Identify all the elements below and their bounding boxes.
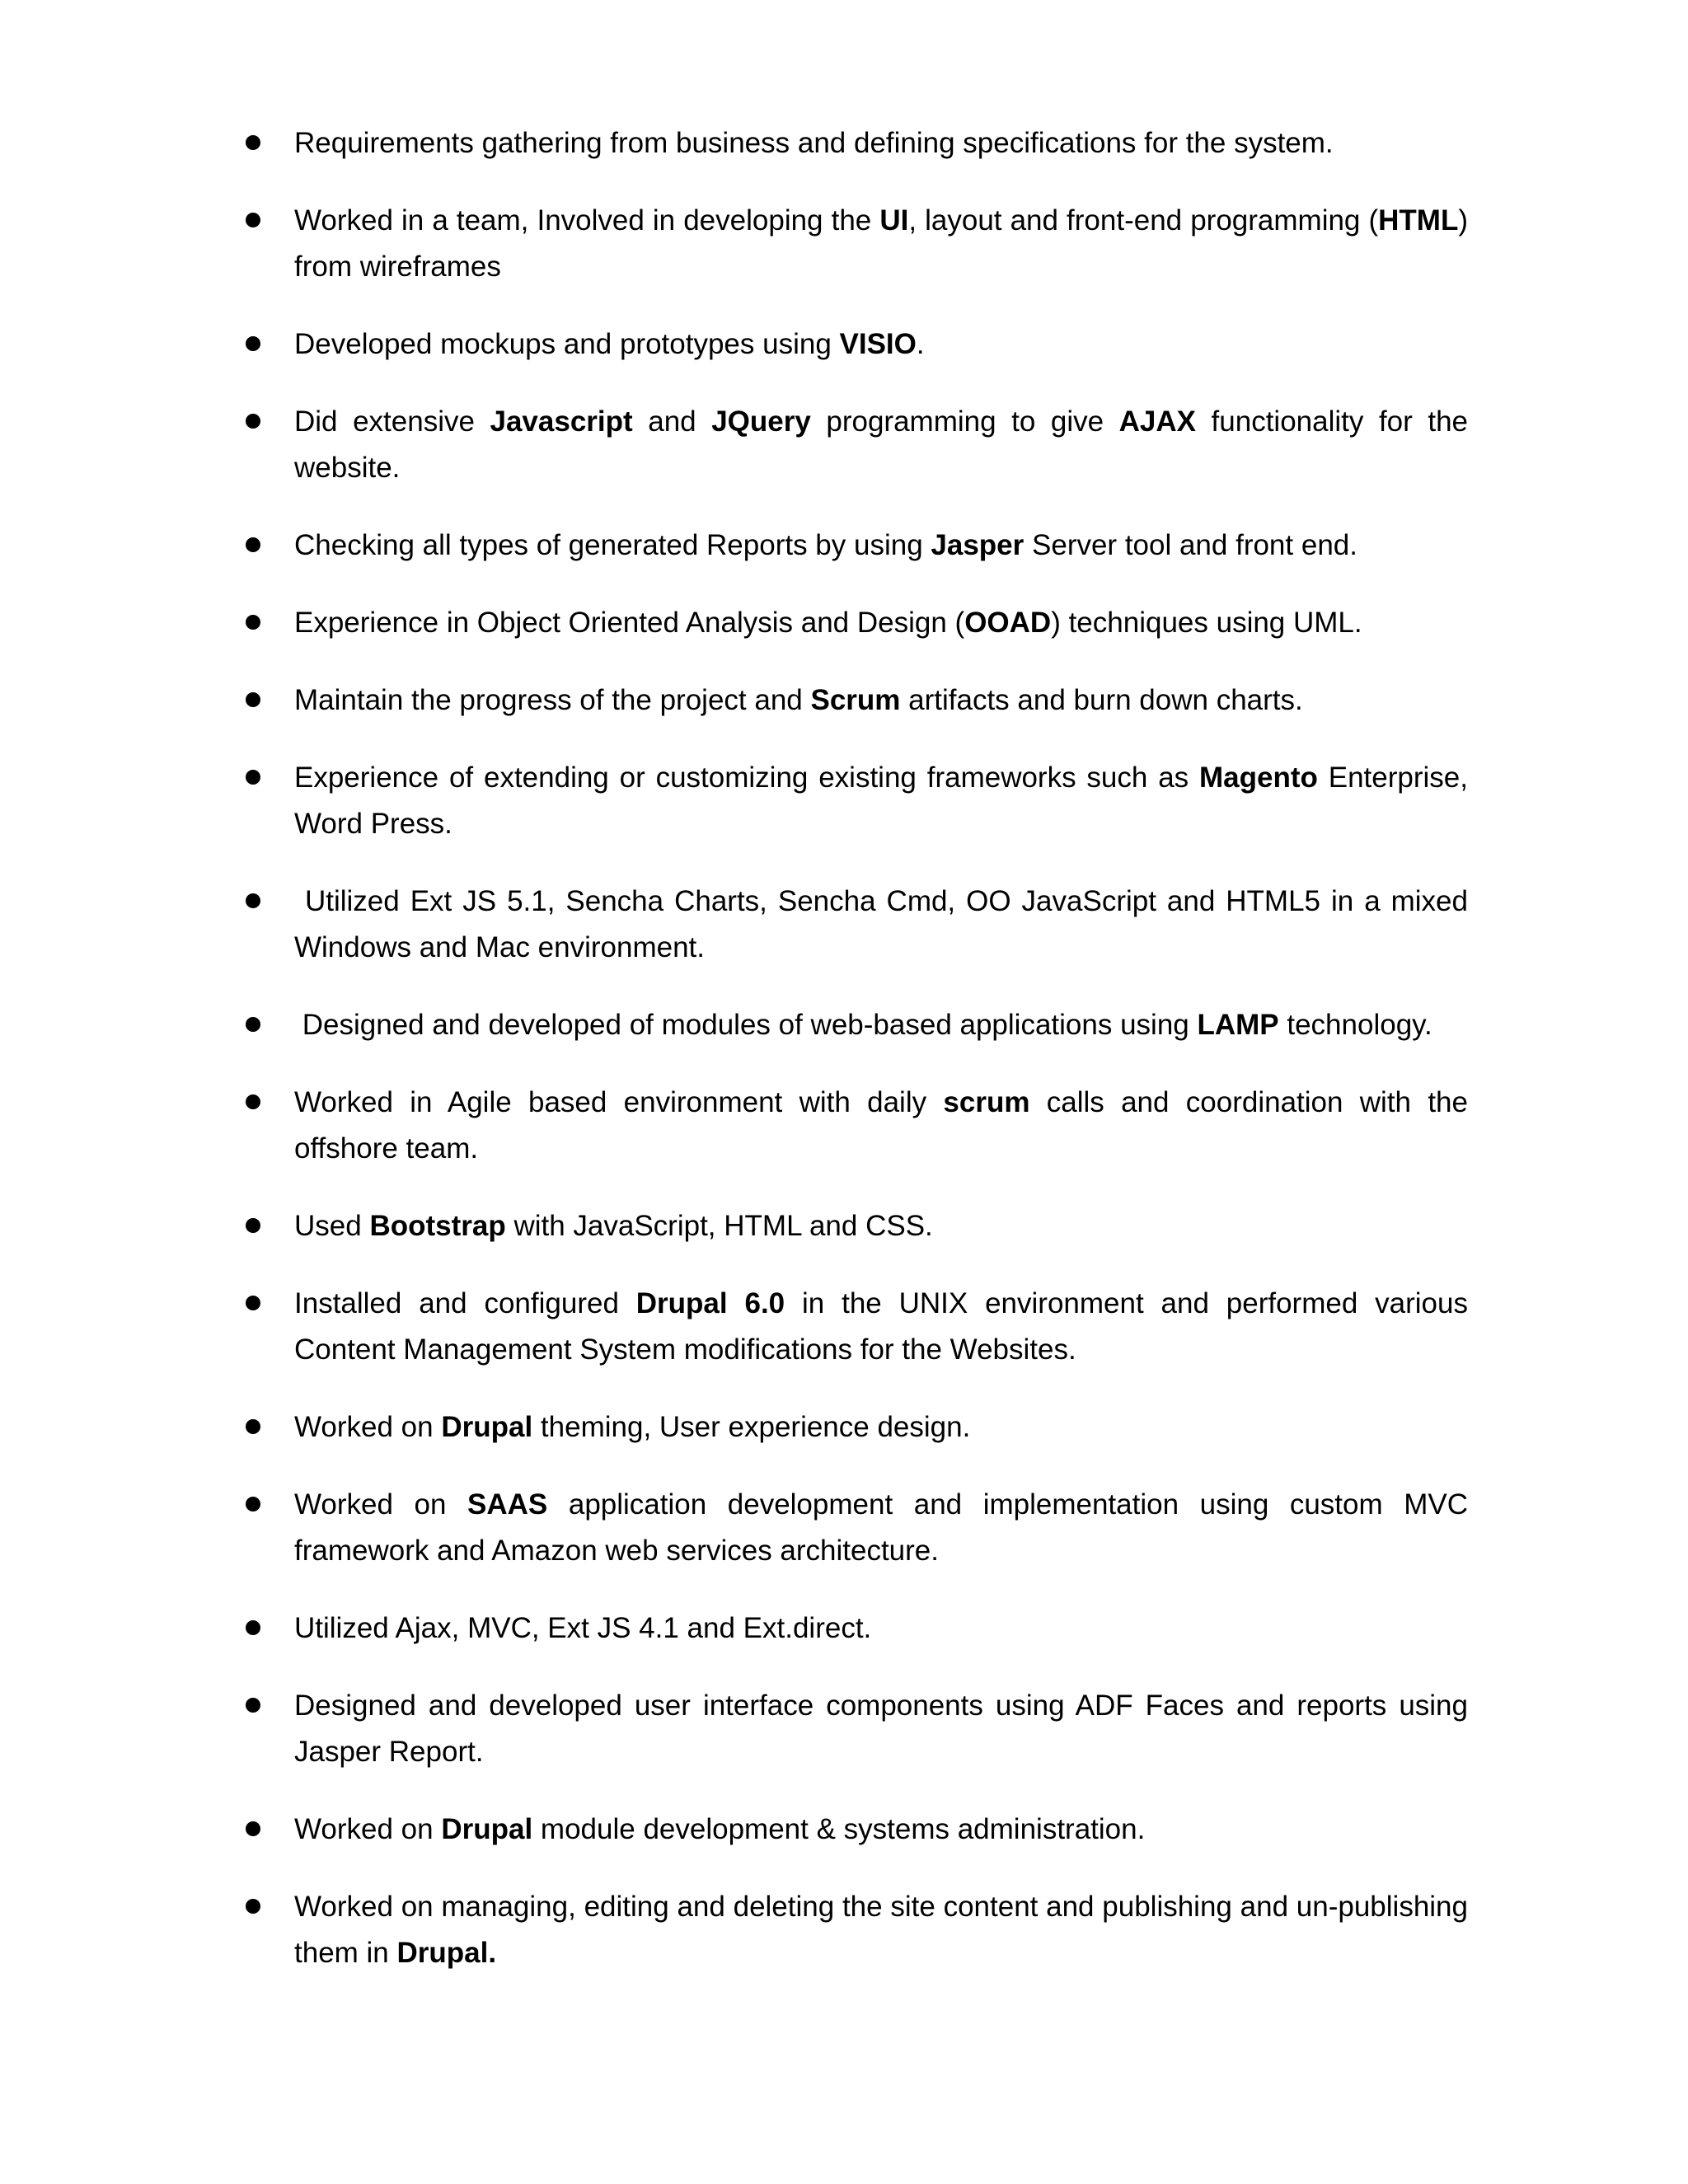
list-item [0, 1002, 1468, 1048]
bold-keyword: Scrum [810, 684, 901, 716]
list-item-text [294, 1411, 970, 1443]
text-segment: in the UNIX environment and performed various Content Management System modifications for the Websites. [294, 1287, 1476, 1366]
text-segment: and [632, 405, 712, 438]
text-segment: Enterprise, Word Press. [294, 762, 1476, 840]
list-item [0, 1807, 1468, 1853]
text-segment: Worked on [294, 1488, 468, 1521]
bold-keyword: UI [879, 204, 909, 237]
text-segment: application development and implementation using custom MVC framework and Amazon web services architecture. [294, 1488, 1476, 1567]
text-segment: technology. [1278, 1009, 1432, 1041]
bold-keyword: Drupal [441, 1411, 533, 1443]
bold-keyword: Bootstrap [369, 1210, 506, 1242]
text-segment: functionality for the website. [294, 405, 1476, 484]
bold-keyword: scrum [943, 1086, 1030, 1118]
bullet-dot-icon [246, 135, 260, 150]
list-item-text [294, 1009, 1432, 1041]
list-item [0, 399, 1476, 491]
text-segment: calls and coordination with the offshore team. [294, 1086, 1476, 1165]
bold-keyword: Drupal. [396, 1937, 497, 1969]
list-item [0, 1203, 1468, 1249]
list-item [0, 321, 1468, 368]
bold-keyword: SAAS [467, 1488, 548, 1521]
bold-keyword: VISIO [839, 328, 917, 360]
text-segment: Requirements gathering from business and defining specifications for the system. [294, 127, 1334, 159]
bold-keyword: Drupal 6.0 [635, 1287, 785, 1319]
bullet-dot-icon [246, 1094, 260, 1109]
bold-keyword: Jasper [931, 529, 1025, 561]
bullet-dot-icon [246, 1698, 260, 1713]
list-item [0, 755, 1476, 847]
bullet-dot-icon [246, 336, 260, 351]
text-segment: Experience in Object Oriented Analysis and Design ( [294, 607, 965, 639]
bold-keyword: LAMP [1197, 1009, 1279, 1041]
bullet-dot-icon [246, 1218, 260, 1233]
bullet-dot-icon [246, 770, 260, 785]
text-segment: Worked on [294, 1813, 442, 1845]
bold-keyword: Drupal [441, 1813, 533, 1845]
list-item-text [294, 1086, 1476, 1165]
text-segment: artifacts and burn down charts. [900, 684, 1303, 716]
bullet-dot-icon [246, 1821, 260, 1836]
list-item-text [294, 885, 1476, 963]
text-segment: , layout and front-end programming ( [908, 204, 1379, 237]
list-item-text [294, 607, 1362, 639]
text-segment: with JavaScript, HTML and CSS. [505, 1210, 933, 1242]
text-segment: Maintain the progress of the project and [294, 684, 811, 716]
bullet-dot-icon [246, 1296, 260, 1310]
list-item-text [294, 1488, 1476, 1567]
list-item [0, 1482, 1476, 1574]
list-item-text [294, 328, 925, 360]
list-item [0, 600, 1468, 646]
text-segment: Installed and configured [294, 1287, 636, 1319]
text-segment: ) techniques using UML. [1051, 607, 1362, 639]
text-segment: module development & systems administration. [532, 1813, 1146, 1845]
list-item-text [294, 1612, 871, 1644]
bullet-dot-icon [246, 1620, 260, 1635]
list-item [0, 1281, 1476, 1373]
list-item [0, 879, 1476, 971]
text-segment: Used [294, 1210, 370, 1242]
list-item [0, 198, 1476, 290]
text-segment: Designed and developed of modules of web-based applications using [294, 1009, 1198, 1041]
text-segment: programming to give [810, 405, 1119, 438]
text-segment: Utilized Ajax, MVC, Ext JS 4.1 and Ext.direct. [294, 1612, 872, 1644]
text-segment: Utilized Ext JS 5.1, Sencha Charts, Sencha Cmd, OO JavaScript and HTML5 in a mixed Windows and Mac environment. [294, 885, 1476, 963]
text-segment: Did extensive [294, 405, 490, 438]
list-item [0, 1884, 1476, 1976]
list-item-text [294, 1287, 1476, 1366]
text-segment: Worked on [294, 1411, 442, 1443]
list-item-text [294, 762, 1476, 840]
bold-keyword: AJAX [1118, 405, 1196, 438]
list-item [0, 1404, 1468, 1451]
bullet-dot-icon [246, 414, 260, 429]
bold-keyword: Magento [1199, 762, 1318, 794]
list-item-text [294, 127, 1334, 159]
text-segment: Worked on managing, editing and deleting the site content and publishing and un-publishing them in [294, 1891, 1476, 1969]
text-segment: Worked in a team, Involved in developing the [294, 204, 880, 237]
text-segment: ) from wireframes [294, 204, 1476, 283]
bullet-dot-icon [246, 893, 260, 908]
text-segment: . [916, 328, 925, 360]
bullet-dot-icon [246, 1419, 260, 1434]
list-item [0, 1605, 1468, 1652]
bold-keyword: Javascript [490, 405, 633, 438]
bold-keyword: JQuery [711, 405, 811, 438]
text-segment: Experience of extending or customizing existing frameworks such as [294, 762, 1200, 794]
bullet-dot-icon [246, 1017, 260, 1032]
list-item-text [294, 405, 1476, 484]
bullet-list [0, 120, 1688, 1976]
list-item-text [294, 1891, 1476, 1969]
bullet-dot-icon [246, 213, 260, 227]
list-item-text [294, 1210, 933, 1242]
list-item-text [294, 1813, 1145, 1845]
list-item-text [294, 204, 1476, 283]
bullet-dot-icon [246, 537, 260, 552]
text-segment: Checking all types of generated Reports by using [294, 529, 931, 561]
list-item [0, 677, 1468, 724]
text-segment: Worked in Agile based environment with daily [294, 1086, 944, 1118]
bullet-dot-icon [246, 1497, 260, 1511]
bullet-dot-icon [246, 615, 260, 630]
bullet-dot-icon [246, 1899, 260, 1914]
text-segment: Developed mockups and prototypes using [294, 328, 840, 360]
list-item-text [294, 1690, 1476, 1768]
list-item [0, 523, 1468, 569]
list-item-text [294, 529, 1357, 561]
text-segment: theming, User experience design. [532, 1411, 971, 1443]
text-segment: Designed and developed user interface components using ADF Faces and reports using Jasper Report. [294, 1690, 1476, 1768]
bullet-dot-icon [246, 692, 260, 707]
list-item [0, 120, 1468, 166]
text-segment: Server tool and front end. [1024, 529, 1357, 561]
list-item-text [294, 684, 1303, 716]
bold-keyword: OOAD [964, 607, 1052, 639]
bold-keyword: HTML [1378, 204, 1459, 237]
list-item [0, 1683, 1476, 1775]
list-item [0, 1080, 1476, 1172]
